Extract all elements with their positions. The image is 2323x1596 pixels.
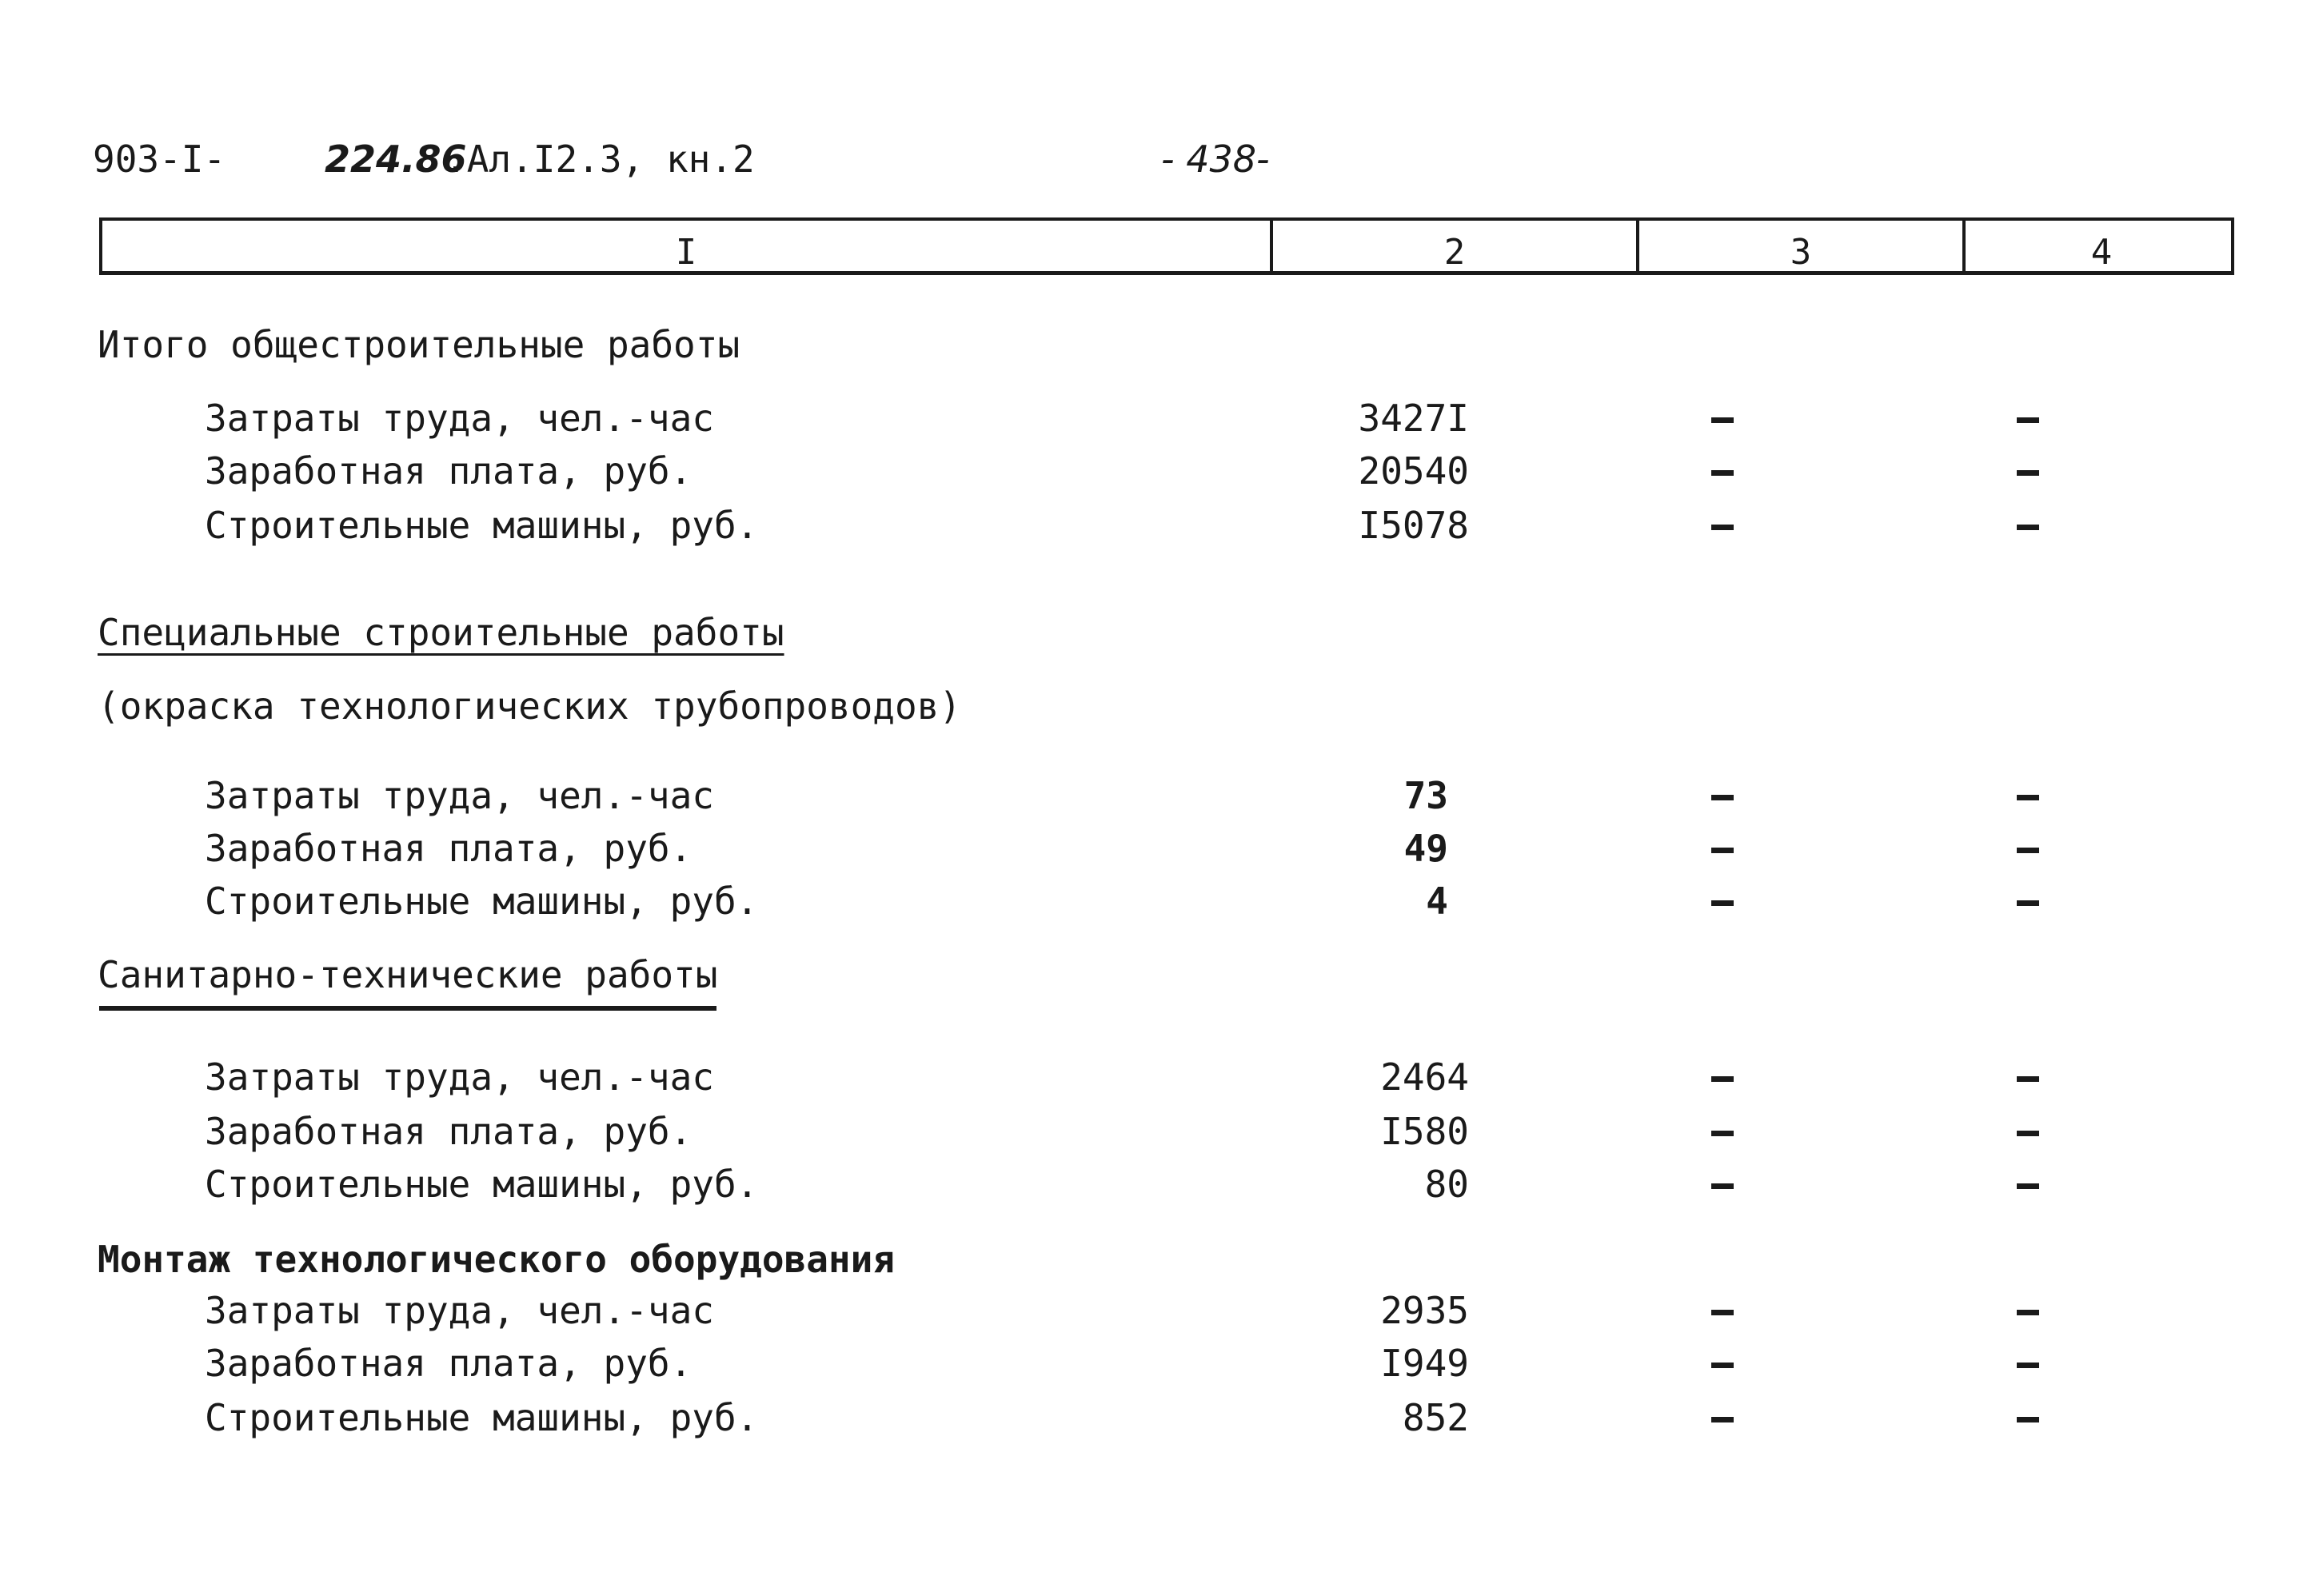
row-value: 49 xyxy=(1403,827,1448,870)
row-label: Строительные машины, руб. xyxy=(205,880,759,923)
dash-col3 xyxy=(1711,525,1734,530)
dash-col4 xyxy=(2017,470,2039,476)
section-title: Монтаж технологического оборудования xyxy=(98,1238,895,1281)
dash-col4 xyxy=(2017,795,2039,800)
table-row xyxy=(0,1289,2323,1337)
row-label: Затраты труда, чел.-час xyxy=(205,397,714,440)
row-label: Заработная плата, руб. xyxy=(205,1342,693,1385)
row-label: Заработная плата, руб. xyxy=(205,449,693,493)
column-number-3: 3 xyxy=(1790,232,1812,273)
table-row xyxy=(0,397,2323,445)
page-number: - 438- xyxy=(1161,138,1270,181)
dash-col4 xyxy=(2017,900,2039,906)
column-number-4: 4 xyxy=(2090,232,2113,273)
dash-col3 xyxy=(1711,795,1734,800)
dash-col4 xyxy=(2017,417,2039,423)
dash-col4 xyxy=(2017,1183,2039,1189)
row-label: Строительные машины, руб. xyxy=(205,504,759,547)
dash-col3 xyxy=(1711,1183,1734,1189)
table-row xyxy=(0,1163,2323,1211)
column-number-2: 2 xyxy=(1443,232,1466,273)
column-header-row xyxy=(99,217,2234,275)
row-value: 73 xyxy=(1403,774,1448,817)
dash-col3 xyxy=(1711,848,1734,853)
table-row xyxy=(0,774,2323,822)
dash-col3 xyxy=(1711,417,1734,423)
dash-col3 xyxy=(1711,900,1734,906)
row-value: 852 xyxy=(1402,1396,1469,1439)
dash-col4 xyxy=(2017,525,2039,530)
dash-col3 xyxy=(1711,1363,1734,1368)
row-label: Заработная плата, руб. xyxy=(205,827,693,870)
column-number-1: I xyxy=(675,232,697,273)
row-value: 3427I xyxy=(1358,397,1469,440)
dash-col3 xyxy=(1711,1131,1734,1136)
title-underline xyxy=(99,1006,716,1011)
dash-col4 xyxy=(2017,1310,2039,1315)
table-row xyxy=(0,1055,2323,1103)
table-row xyxy=(0,449,2323,497)
row-label: Строительные машины, руб. xyxy=(205,1396,759,1439)
dash-col4 xyxy=(2017,1417,2039,1422)
row-value: I580 xyxy=(1380,1110,1469,1153)
dash-col4 xyxy=(2017,848,2039,853)
table-row xyxy=(0,880,2323,928)
section-title: Санитарно-технические работы xyxy=(98,953,718,996)
row-value: 2935 xyxy=(1380,1289,1469,1332)
table-row xyxy=(0,1342,2323,1390)
dash-col3 xyxy=(1711,470,1734,476)
row-label: Затраты труда, чел.-час xyxy=(205,1055,714,1099)
row-label: Затраты труда, чел.-час xyxy=(205,1289,714,1332)
row-value: 2464 xyxy=(1380,1055,1469,1099)
row-value: 4 xyxy=(1426,880,1448,923)
table-row xyxy=(0,504,2323,552)
section-title: Итого общестроительные работы xyxy=(98,323,740,366)
document-code-handwritten: 224.86 xyxy=(325,138,467,181)
dash-col4 xyxy=(2017,1363,2039,1368)
row-label: Строительные машины, руб. xyxy=(205,1163,759,1206)
row-label: Затраты труда, чел.-час xyxy=(205,774,714,817)
section-subtitle: (окраска технологических трубопроводов) xyxy=(98,684,962,728)
dash-col3 xyxy=(1711,1310,1734,1315)
document-code: 903-I- xyxy=(93,138,226,181)
dash-col4 xyxy=(2017,1131,2039,1136)
row-value: 80 xyxy=(1424,1163,1469,1206)
table-row xyxy=(0,827,2323,875)
row-value: 20540 xyxy=(1358,449,1469,493)
album-reference: .Ал.I2.3, кн.2 xyxy=(445,138,755,181)
row-value: I5078 xyxy=(1358,504,1469,547)
row-label: Заработная плата, руб. xyxy=(205,1110,693,1153)
section-title: Специальные строительные работы xyxy=(98,611,784,654)
table-row xyxy=(0,1396,2323,1444)
dash-col3 xyxy=(1711,1076,1734,1082)
dash-col3 xyxy=(1711,1417,1734,1422)
dash-col4 xyxy=(2017,1076,2039,1082)
table-row xyxy=(0,1110,2323,1158)
row-value: I949 xyxy=(1380,1342,1469,1385)
